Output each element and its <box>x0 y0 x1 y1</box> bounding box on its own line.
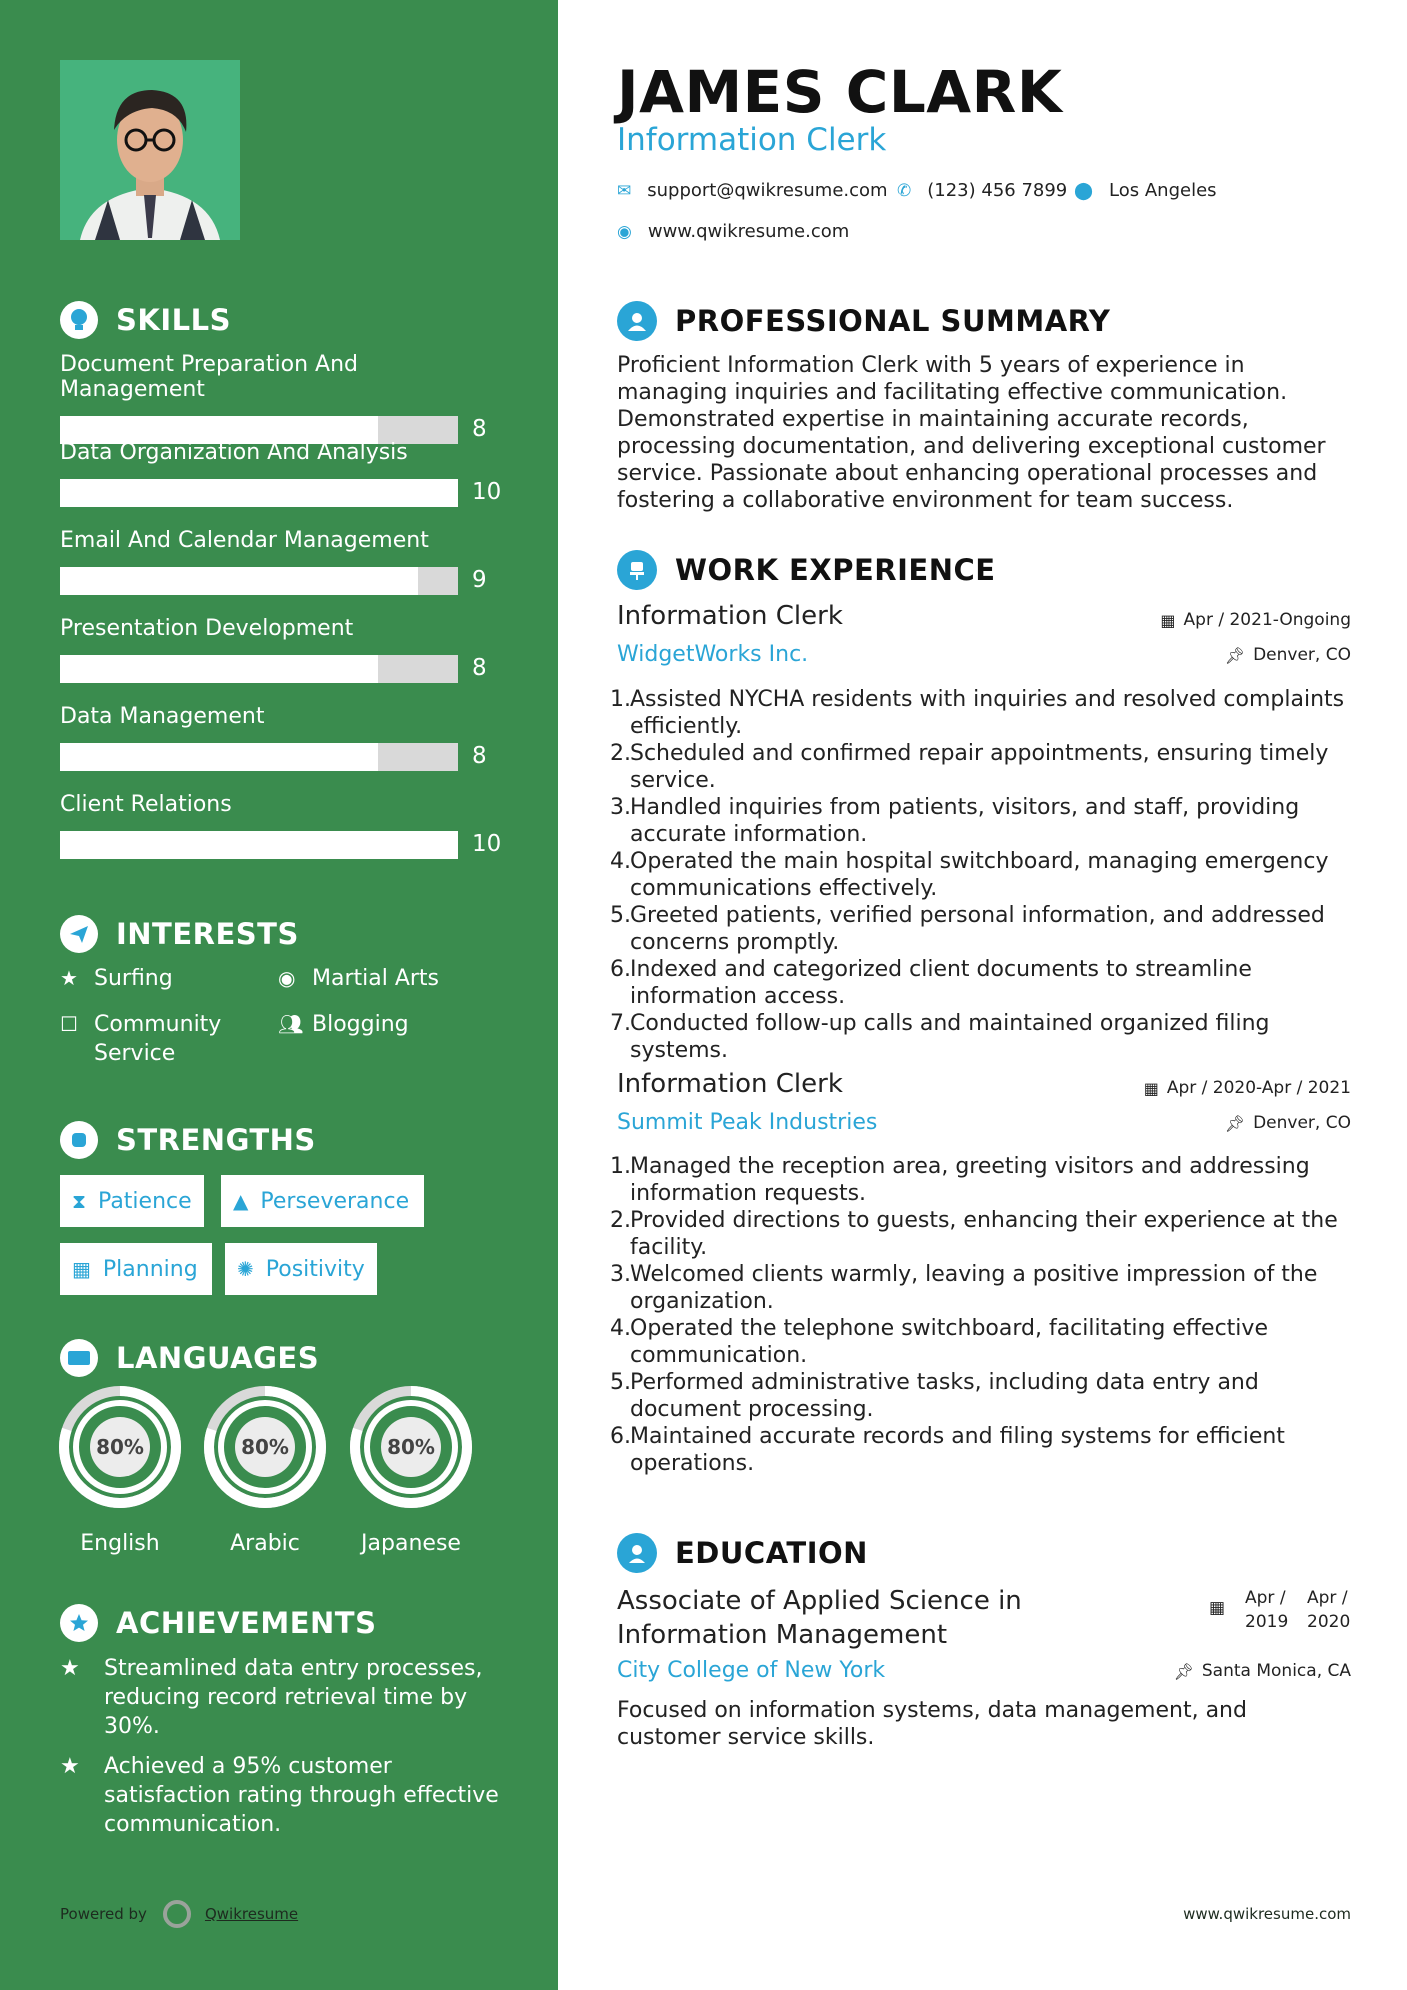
skill-name: Presentation Development <box>60 616 354 641</box>
strength-label: Positivity <box>265 1256 365 1282</box>
location-text: Los Angeles <box>1109 180 1217 201</box>
job-dates <box>1144 1078 1351 1098</box>
candidate-title: Information Clerk <box>617 122 887 158</box>
globe-icon: ◉ <box>617 221 632 242</box>
education-start: Apr / 2019 <box>1245 1588 1289 1632</box>
skill-value: 8 <box>472 743 487 769</box>
experience-title: WORK EXPERIENCE <box>675 553 996 587</box>
skill-name: Data Management <box>60 704 265 729</box>
language-percent: 80% <box>387 1435 435 1459</box>
job-company: Summit Peak Industries <box>617 1110 878 1135</box>
duty-item: 2. Provided directions to guests, enhancing their experience at the facility. <box>610 1208 1338 1260</box>
chair-icon <box>617 550 657 590</box>
fist-icon <box>60 1121 98 1159</box>
job-location-text: Denver, CO <box>1253 1113 1351 1133</box>
education-dates <box>1209 1586 1351 1634</box>
job-location <box>1225 645 1351 665</box>
duty-item: 5. Greeted patients, verified personal information, and addressed concerns promptly. <box>610 903 1325 955</box>
skill-bar-fill <box>60 655 378 683</box>
contact-location <box>1074 180 1217 201</box>
degree-title: Associate of Applied Science in Information Management <box>617 1586 1022 1650</box>
interest-item <box>60 964 173 993</box>
duty-item: 6. Maintained accurate records and filing systems for efficient operations. <box>610 1424 1285 1476</box>
skill-item <box>60 792 500 859</box>
contact-email[interactable] <box>617 180 888 201</box>
skill-value: 10 <box>472 831 502 857</box>
duty-item: 5. Performed administrative tasks, including data entry and document processing. <box>610 1370 1259 1422</box>
skill-item <box>60 616 500 683</box>
pin-icon: 📌︎ <box>1173 1661 1194 1681</box>
job-title: Information Clerk <box>617 601 843 631</box>
strength-label: Perseverance <box>260 1188 410 1214</box>
language-percent: 80% <box>241 1435 289 1459</box>
experience-heading <box>617 550 996 590</box>
languages-heading <box>60 1339 319 1377</box>
hourglass-icon: ⧗ <box>72 1189 87 1213</box>
email-text: support@qwikresume.com <box>647 180 888 201</box>
skill-value: 8 <box>472 655 487 681</box>
contact-phone <box>897 180 1067 201</box>
calendar-icon: ▦ <box>72 1257 91 1281</box>
star-badge-icon <box>60 1604 98 1642</box>
skill-item <box>60 704 500 771</box>
skill-bar <box>60 743 458 771</box>
interest-label: Blogging <box>312 1012 409 1037</box>
skill-value: 10 <box>472 479 502 505</box>
education-location-text: Santa Monica, CA <box>1201 1661 1351 1681</box>
skill-bar <box>60 479 458 507</box>
skill-value: 9 <box>472 567 487 593</box>
lightbulb-icon <box>60 301 98 339</box>
pin-icon: 📌︎ <box>1224 1113 1246 1133</box>
skill-bar-fill <box>60 479 458 507</box>
interests-title: INTERESTS <box>116 917 299 951</box>
footer-url[interactable]: www.qwikresume.com <box>1183 1905 1351 1923</box>
strengths-heading <box>60 1121 316 1159</box>
calendar-icon: ▦ <box>1208 1598 1225 1618</box>
sun-icon: ✺ <box>237 1257 254 1281</box>
interest-item <box>60 1010 240 1068</box>
skill-name: Client Relations <box>60 792 232 817</box>
candidate-name: JAMES CLARK <box>617 58 1063 126</box>
duty-item: 6. Indexed and categorized client documents to streamline information access. <box>610 957 1252 1009</box>
job-company: WidgetWorks Inc. <box>617 642 809 667</box>
phone-text: (123) 456 7899 <box>927 180 1068 201</box>
skill-bar <box>60 831 458 859</box>
summary-heading <box>617 301 1110 341</box>
strength-badge <box>221 1175 424 1227</box>
skill-bar-fill <box>60 743 378 771</box>
pin-icon: 📌︎ <box>1224 645 1246 665</box>
interest-label: Surfing <box>94 966 173 991</box>
achievements-heading <box>60 1604 376 1642</box>
star-icon: ★ <box>60 966 78 990</box>
paper-plane-icon <box>60 915 98 953</box>
strength-badge <box>60 1175 204 1227</box>
interest-label: Community Service <box>94 1012 222 1066</box>
calendar-icon: ▦ <box>1143 1078 1159 1098</box>
powered-by-link[interactable]: Qwikresume <box>204 1905 299 1923</box>
language-donut <box>203 1385 327 1509</box>
user-icon <box>617 301 657 341</box>
qwikresume-logo-icon <box>163 1900 191 1928</box>
users-icon: 👥︎ <box>278 1012 304 1036</box>
skill-bar <box>60 655 458 683</box>
language-name: Japanese <box>361 1531 461 1556</box>
duty-item: 7. Conducted follow-up calls and maintained organized filing systems. <box>610 1011 1270 1063</box>
interest-label: Martial Arts <box>312 966 440 991</box>
skills-title: SKILLS <box>116 303 231 337</box>
duty-item: 4. Operated the main hospital switchboard, managing emergency communications effectively. <box>610 849 1329 901</box>
road-icon: ▲ <box>233 1189 249 1213</box>
contact-website[interactable] <box>617 221 849 242</box>
profile-photo <box>60 60 240 240</box>
strength-label: Planning <box>102 1256 198 1282</box>
job-dates <box>1160 610 1351 630</box>
phone-icon: ✆ <box>897 180 912 201</box>
skill-bar-fill <box>60 567 418 595</box>
duty-item: 3. Handled inquiries from patients, visitors, and staff, providing accurate information. <box>610 795 1300 847</box>
skill-value: 8 <box>472 416 487 442</box>
skill-name: Document Preparation And Management <box>60 352 359 402</box>
job-duties <box>610 686 1355 1064</box>
star-icon: ★ <box>60 1754 80 1779</box>
achievement-item <box>60 1752 500 1839</box>
job-title: Information Clerk <box>617 1069 843 1099</box>
achievements-title: ACHIEVEMENTS <box>116 1606 377 1640</box>
education-title: EDUCATION <box>675 1536 868 1570</box>
main-content <box>558 0 1407 1990</box>
skill-name: Data Organization And Analysis <box>60 440 408 465</box>
job-location-text: Denver, CO <box>1253 645 1351 665</box>
job-duties <box>610 1153 1355 1477</box>
hand-icon: ☐ <box>60 1012 78 1036</box>
language-donut <box>349 1385 473 1509</box>
calendar-icon: ▦ <box>1160 610 1176 630</box>
school-name: City College of New York <box>617 1658 886 1683</box>
education-location <box>1174 1661 1351 1681</box>
map-pin-icon: ⬤ <box>1074 180 1094 201</box>
achievement-item <box>60 1654 500 1741</box>
skill-item <box>60 352 500 444</box>
interest-item <box>278 964 439 993</box>
strengths-title: STRENGTHS <box>116 1123 316 1157</box>
powered-by-label: Powered by <box>60 1905 147 1923</box>
language-item <box>58 1385 182 1556</box>
sidebar <box>0 0 558 1990</box>
language-name: Arabic <box>230 1531 300 1556</box>
education-description: Focused on information systems, data management, and customer service skills. <box>617 1698 1247 1750</box>
envelope-icon: ✉ <box>617 180 632 201</box>
language-name: English <box>80 1531 160 1556</box>
skills-heading <box>60 301 231 339</box>
education-end: Apr / 2020 <box>1307 1588 1351 1632</box>
language-percent: 80% <box>96 1435 144 1459</box>
duty-item: 1. Managed the reception area, greeting visitors and addressing information requests. <box>610 1154 1310 1206</box>
star-icon: ★ <box>60 1656 80 1681</box>
interest-item <box>278 1010 409 1039</box>
summary-text: Proficient Information Clerk with 5 years of experience in managing inquiries and facilitating effective communication. Demonstrated expertise in maintaining accurate records, processing documentation, and delivering exceptional customer service. Passionate about enhancing operational processes and fostering a collaborative environment for team success. <box>617 353 1326 513</box>
graduate-icon <box>617 1533 657 1573</box>
duty-item: 2. Scheduled and confirmed repair appointments, ensuring timely service. <box>610 741 1329 793</box>
powered-by <box>60 1900 298 1928</box>
duty-item: 4. Operated the telephone switchboard, facilitating effective communication. <box>610 1316 1268 1368</box>
achievement-text: Achieved a 95% customer satisfaction rating through effective communication. <box>104 1754 499 1837</box>
language-item <box>203 1385 327 1556</box>
education-heading <box>617 1533 868 1573</box>
skill-item <box>60 528 500 595</box>
job-dates-text: Apr / 2020-Apr / 2021 <box>1166 1078 1351 1098</box>
skill-name: Email And Calendar Management <box>60 528 429 553</box>
globe-icon: ◉ <box>278 966 296 990</box>
language-icon <box>60 1339 98 1377</box>
summary-title: PROFESSIONAL SUMMARY <box>675 304 1111 338</box>
strength-label: Patience <box>98 1188 192 1214</box>
skill-item <box>60 440 500 507</box>
job-dates-text: Apr / 2021-Ongoing <box>1183 610 1351 630</box>
skill-bar <box>60 567 458 595</box>
website-text: www.qwikresume.com <box>647 221 850 242</box>
achievement-text: Streamlined data entry processes, reducing record retrieval time by 30%. <box>104 1656 483 1739</box>
duty-item: 1. Assisted NYCHA residents with inquiries and resolved complaints efficiently. <box>610 687 1345 739</box>
languages-title: LANGUAGES <box>116 1341 320 1375</box>
strength-badge <box>60 1243 212 1295</box>
job-location <box>1225 1113 1351 1133</box>
skill-bar-fill <box>60 831 458 859</box>
language-donut <box>58 1385 182 1509</box>
strength-badge <box>225 1243 377 1295</box>
interests-heading <box>60 915 299 953</box>
duty-item: 3. Welcomed clients warmly, leaving a positive impression of the organization. <box>610 1262 1318 1314</box>
language-item <box>349 1385 473 1556</box>
